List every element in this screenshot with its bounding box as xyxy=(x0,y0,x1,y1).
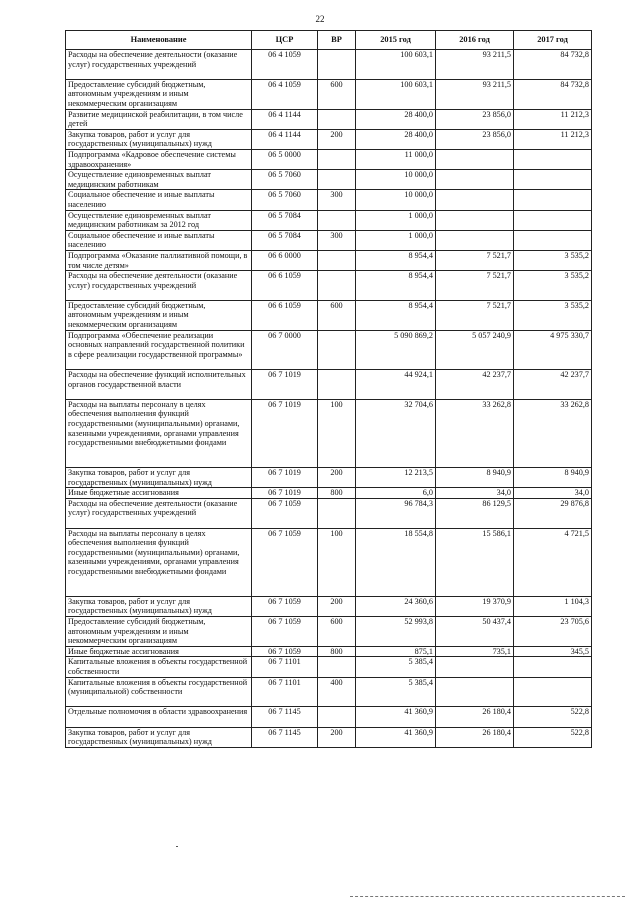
cell-y2015: 875,1 xyxy=(356,646,436,657)
table-row xyxy=(66,109,592,129)
cell-csr: 06 7 1059 xyxy=(252,498,318,528)
cell-csr: 06 7 1019 xyxy=(252,468,318,488)
cell-vr xyxy=(318,370,356,400)
cell-y2016: 93 211,5 xyxy=(436,50,514,80)
table-row xyxy=(66,250,592,270)
cell-name: Расходы на обеспечение деятельности (оказание услуг) государственных учреждений xyxy=(66,498,252,528)
cell-y2015: 100 603,1 xyxy=(356,50,436,80)
table-row xyxy=(66,330,592,369)
table-row xyxy=(66,271,592,301)
cell-y2016 xyxy=(436,677,514,707)
cell-y2016: 7 521,7 xyxy=(436,300,514,330)
table-row xyxy=(66,50,592,80)
cell-y2017: 3 535,2 xyxy=(514,271,592,301)
cell-vr: 100 xyxy=(318,528,356,596)
cell-csr: 06 5 7084 xyxy=(252,210,318,230)
cell-y2016: 7 521,7 xyxy=(436,250,514,270)
cell-y2017: 34,0 xyxy=(514,488,592,499)
cell-y2015: 8 954,4 xyxy=(356,300,436,330)
cell-y2015: 28 400,0 xyxy=(356,129,436,149)
cell-y2015: 11 000,0 xyxy=(356,149,436,169)
cell-y2015: 10 000,0 xyxy=(356,190,436,210)
cell-vr: 200 xyxy=(318,727,356,747)
scan-mark xyxy=(176,846,178,847)
table-row xyxy=(66,190,592,210)
table-row xyxy=(66,617,592,647)
cell-csr: 06 7 1059 xyxy=(252,528,318,596)
page-number: 22 xyxy=(315,14,325,24)
table-row xyxy=(66,149,592,169)
cell-y2017 xyxy=(514,149,592,169)
cell-y2016: 7 521,7 xyxy=(436,271,514,301)
cell-y2015: 1 000,0 xyxy=(356,230,436,250)
cell-vr xyxy=(318,498,356,528)
table-row xyxy=(66,596,592,616)
header-vr: ВР xyxy=(318,31,356,50)
cell-name: Закупка товаров, работ и услуг для государственных (муниципальных) нужд xyxy=(66,468,252,488)
cell-y2015: 5 090 869,2 xyxy=(356,330,436,369)
cell-csr: 06 7 1059 xyxy=(252,596,318,616)
cell-name: Закупка товаров, работ и услуг для государственных (муниципальных) нужд xyxy=(66,129,252,149)
cell-y2016: 33 262,8 xyxy=(436,399,514,467)
cell-y2015: 41 360,9 xyxy=(356,727,436,747)
cell-vr xyxy=(318,330,356,369)
cell-y2015: 28 400,0 xyxy=(356,109,436,129)
cell-name: Предоставление субсидий бюджетным, автономным учреждениям и иным некоммерческим организациям xyxy=(66,79,252,109)
cell-y2015: 18 554,8 xyxy=(356,528,436,596)
cell-y2017: 29 876,8 xyxy=(514,498,592,528)
cell-y2016: 735,1 xyxy=(436,646,514,657)
cell-y2016: 8 940,9 xyxy=(436,468,514,488)
table-body xyxy=(66,50,592,748)
cell-vr: 600 xyxy=(318,617,356,647)
table-row xyxy=(66,210,592,230)
cell-csr: 06 6 1059 xyxy=(252,300,318,330)
cell-y2015: 1 000,0 xyxy=(356,210,436,230)
cell-y2017: 23 705,6 xyxy=(514,617,592,647)
cell-y2015: 12 213,5 xyxy=(356,468,436,488)
cell-vr: 300 xyxy=(318,190,356,210)
cell-vr xyxy=(318,149,356,169)
cell-y2017: 522,8 xyxy=(514,727,592,747)
cell-vr: 800 xyxy=(318,646,356,657)
cell-csr: 06 6 1059 xyxy=(252,271,318,301)
cell-csr: 06 7 1101 xyxy=(252,657,318,677)
cell-csr: 06 7 1019 xyxy=(252,488,318,499)
cell-y2016: 86 129,5 xyxy=(436,498,514,528)
cell-csr: 06 7 1019 xyxy=(252,399,318,467)
cell-name: Подпрограмма «Оказание паллиативной помощи, в том числе детям» xyxy=(66,250,252,270)
cell-csr: 06 7 1019 xyxy=(252,370,318,400)
cell-name: Отдельные полномочия в области здравоохранения xyxy=(66,707,252,727)
table-row xyxy=(66,528,592,596)
header-2017: 2017 год xyxy=(514,31,592,50)
cell-csr: 06 7 0000 xyxy=(252,330,318,369)
cell-y2015: 5 385,4 xyxy=(356,657,436,677)
cell-csr: 06 5 0000 xyxy=(252,149,318,169)
cell-y2016: 42 237,7 xyxy=(436,370,514,400)
cell-y2017: 3 535,2 xyxy=(514,300,592,330)
cell-y2016 xyxy=(436,230,514,250)
cell-csr: 06 7 1059 xyxy=(252,646,318,657)
cell-name: Иные бюджетные ассигнования xyxy=(66,488,252,499)
cell-y2016: 34,0 xyxy=(436,488,514,499)
cell-vr: 200 xyxy=(318,468,356,488)
cell-csr: 06 7 1145 xyxy=(252,707,318,727)
table-row xyxy=(66,677,592,707)
cell-y2015: 6,0 xyxy=(356,488,436,499)
footer-rule xyxy=(350,896,625,897)
header-2016: 2016 год xyxy=(436,31,514,50)
cell-y2016: 23 856,0 xyxy=(436,109,514,129)
cell-y2016 xyxy=(436,210,514,230)
cell-vr: 600 xyxy=(318,79,356,109)
cell-y2017: 33 262,8 xyxy=(514,399,592,467)
cell-name: Иные бюджетные ассигнования xyxy=(66,646,252,657)
cell-y2017: 84 732,8 xyxy=(514,79,592,109)
cell-y2017 xyxy=(514,677,592,707)
cell-name: Расходы на выплаты персоналу в целях обеспечения выполнения функций государственными (муниципальными) органами, казенными учреждениями, органами управления государственными внебюджетными фондами xyxy=(66,528,252,596)
cell-name: Предоставление субсидий бюджетным, автономным учреждениям и иным некоммерческим организациям xyxy=(66,300,252,330)
cell-vr xyxy=(318,707,356,727)
cell-y2017: 11 212,3 xyxy=(514,129,592,149)
cell-csr: 06 5 7060 xyxy=(252,170,318,190)
cell-csr: 06 4 1059 xyxy=(252,50,318,80)
cell-y2016: 50 437,4 xyxy=(436,617,514,647)
cell-y2016: 26 180,4 xyxy=(436,707,514,727)
cell-name: Подпрограмма «Кадровое обеспечение системы здравоохранения» xyxy=(66,149,252,169)
cell-y2016: 5 057 240,9 xyxy=(436,330,514,369)
cell-y2015: 5 385,4 xyxy=(356,677,436,707)
header-name: Наименование xyxy=(66,31,252,50)
table-row xyxy=(66,230,592,250)
cell-vr xyxy=(318,271,356,301)
cell-name: Осуществление единовременных выплат медицинским работникам xyxy=(66,170,252,190)
cell-y2017 xyxy=(514,657,592,677)
cell-y2016 xyxy=(436,149,514,169)
cell-y2017: 522,8 xyxy=(514,707,592,727)
cell-vr: 200 xyxy=(318,596,356,616)
cell-vr xyxy=(318,109,356,129)
cell-name: Развитие медицинской реабилитации, в том числе детей xyxy=(66,109,252,129)
cell-y2016: 19 370,9 xyxy=(436,596,514,616)
table-row xyxy=(66,646,592,657)
cell-y2016 xyxy=(436,657,514,677)
cell-vr: 300 xyxy=(318,230,356,250)
table-row xyxy=(66,79,592,109)
cell-y2017 xyxy=(514,210,592,230)
cell-y2017: 4 721,5 xyxy=(514,528,592,596)
table-row xyxy=(66,170,592,190)
cell-name: Капитальные вложения в объекты государственной (муниципальной) собственности xyxy=(66,677,252,707)
cell-y2015: 8 954,4 xyxy=(356,250,436,270)
table-header-row xyxy=(66,31,592,50)
cell-y2015: 41 360,9 xyxy=(356,707,436,727)
cell-y2017: 11 212,3 xyxy=(514,109,592,129)
cell-y2015: 32 704,6 xyxy=(356,399,436,467)
cell-name: Предоставление субсидий бюджетным, автономным учреждениям и иным некоммерческим организациям xyxy=(66,617,252,647)
cell-y2016: 15 586,1 xyxy=(436,528,514,596)
cell-csr: 06 4 1144 xyxy=(252,109,318,129)
cell-y2017 xyxy=(514,190,592,210)
table-row xyxy=(66,468,592,488)
cell-y2017 xyxy=(514,170,592,190)
header-2015: 2015 год xyxy=(356,31,436,50)
header-csr: ЦСР xyxy=(252,31,318,50)
cell-vr: 400 xyxy=(318,677,356,707)
cell-y2017: 42 237,7 xyxy=(514,370,592,400)
cell-csr: 06 7 1101 xyxy=(252,677,318,707)
cell-name: Расходы на обеспечение функций исполнительных органов государственной власти xyxy=(66,370,252,400)
cell-name: Закупка товаров, работ и услуг для государственных (муниципальных) нужд xyxy=(66,596,252,616)
table-row xyxy=(66,707,592,727)
cell-vr: 600 xyxy=(318,300,356,330)
cell-name: Закупка товаров, работ и услуг для государственных (муниципальных) нужд xyxy=(66,727,252,747)
cell-name: Капитальные вложения в объекты государственной собственности xyxy=(66,657,252,677)
cell-y2016: 26 180,4 xyxy=(436,727,514,747)
cell-csr: 06 5 7084 xyxy=(252,230,318,250)
cell-csr: 06 4 1144 xyxy=(252,129,318,149)
cell-csr: 06 7 1145 xyxy=(252,727,318,747)
table-row xyxy=(66,399,592,467)
cell-name: Расходы на обеспечение деятельности (оказание услуг) государственных учреждений xyxy=(66,50,252,80)
cell-name: Подпрограмма «Обеспечение реализации основных направлений государственной политики в сфере реализации государственной программы» xyxy=(66,330,252,369)
cell-name: Социальное обеспечение и иные выплаты населению xyxy=(66,230,252,250)
cell-y2017: 4 975 330,7 xyxy=(514,330,592,369)
cell-csr: 06 7 1059 xyxy=(252,617,318,647)
table-row xyxy=(66,727,592,747)
cell-y2016 xyxy=(436,190,514,210)
cell-vr: 100 xyxy=(318,399,356,467)
table-row xyxy=(66,498,592,528)
table-row xyxy=(66,300,592,330)
budget-table xyxy=(65,30,592,748)
cell-csr: 06 5 7060 xyxy=(252,190,318,210)
cell-name: Социальное обеспечение и иные выплаты населению xyxy=(66,190,252,210)
cell-vr: 200 xyxy=(318,129,356,149)
cell-y2016 xyxy=(436,170,514,190)
cell-y2017: 8 940,9 xyxy=(514,468,592,488)
cell-csr: 06 6 0000 xyxy=(252,250,318,270)
cell-y2015: 24 360,6 xyxy=(356,596,436,616)
cell-y2015: 52 993,8 xyxy=(356,617,436,647)
cell-vr xyxy=(318,250,356,270)
cell-y2015: 100 603,1 xyxy=(356,79,436,109)
cell-vr xyxy=(318,210,356,230)
cell-y2015: 8 954,4 xyxy=(356,271,436,301)
cell-vr xyxy=(318,170,356,190)
cell-y2015: 10 000,0 xyxy=(356,170,436,190)
cell-name: Расходы на обеспечение деятельности (оказание услуг) государственных учреждений xyxy=(66,271,252,301)
cell-y2016: 93 211,5 xyxy=(436,79,514,109)
cell-y2015: 96 784,3 xyxy=(356,498,436,528)
cell-y2017: 1 104,3 xyxy=(514,596,592,616)
table-row xyxy=(66,657,592,677)
cell-vr xyxy=(318,657,356,677)
cell-y2017: 345,5 xyxy=(514,646,592,657)
cell-y2017 xyxy=(514,230,592,250)
cell-y2016: 23 856,0 xyxy=(436,129,514,149)
cell-vr xyxy=(318,50,356,80)
table-row xyxy=(66,488,592,499)
cell-vr: 800 xyxy=(318,488,356,499)
cell-y2015: 44 924,1 xyxy=(356,370,436,400)
cell-y2017: 84 732,8 xyxy=(514,50,592,80)
cell-csr: 06 4 1059 xyxy=(252,79,318,109)
table-row xyxy=(66,129,592,149)
cell-name: Расходы на выплаты персоналу в целях обеспечения выполнения функций государственными (муниципальными) органами, казенными учреждениями, органами управления государственными внебюджетными фондами xyxy=(66,399,252,467)
cell-name: Осуществление единовременных выплат медицинским работникам за 2012 год xyxy=(66,210,252,230)
table-row xyxy=(66,370,592,400)
cell-y2017: 3 535,2 xyxy=(514,250,592,270)
